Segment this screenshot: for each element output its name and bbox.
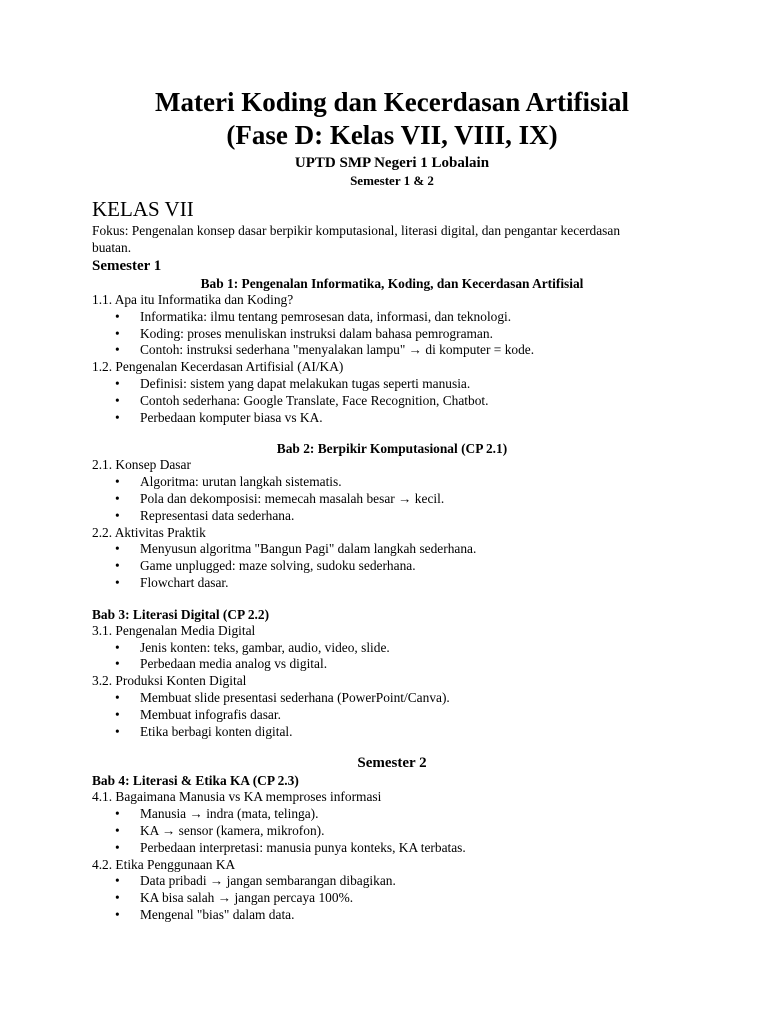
kelas-heading: KELAS VII	[92, 197, 194, 221]
bab3-section2-list	[92, 690, 692, 740]
list-item: • Contoh: instruksi sederhana "menyalakan lampu" → di komputer = kode.	[92, 342, 692, 359]
list-item: • Membuat infografis dasar.	[92, 707, 692, 724]
list-item: • Algoritma: urutan langkah sistematis.	[92, 474, 692, 491]
list-item: • Informatika: ilmu tentang pemrosesan data, informasi, dan teknologi.	[92, 309, 692, 326]
list-item: • Game unplugged: maze solving, sudoku sederhana.	[92, 558, 692, 575]
bab2-section2-heading: 2.2. Aktivitas Praktik	[92, 524, 206, 540]
bab1-section1-heading: 1.1. Apa itu Informatika dan Koding?	[92, 292, 294, 307]
list-item: • Mengenal "bias" dalam data.	[92, 907, 692, 924]
bab1-section1-list	[92, 309, 692, 359]
list-item: • Representasi data sederhana.	[92, 508, 692, 525]
bab4-section2-heading: 4.2. Etika Penggunaan KA	[92, 856, 236, 872]
bab2-section1-heading: 2.1. Konsep Dasar	[92, 457, 191, 473]
bab3-section1-heading: 3.1. Pengenalan Media Digital	[92, 622, 256, 638]
list-item: • Perbedaan interpretasi: manusia punya konteks, KA terbatas.	[92, 840, 692, 857]
list-item: • Flowchart dasar.	[92, 575, 692, 592]
bab2-section1-list	[92, 474, 692, 524]
list-item: • Perbedaan media analog vs digital.	[92, 656, 692, 673]
list-item: • Menyusun algoritma "Bangun Pagi" dalam langkah sederhana.	[92, 541, 692, 558]
fokus-text: Fokus: Pengenalan konsep dasar berpikir komputasional, literasi digital, dan pengantar kecerdasan buatan.	[92, 223, 621, 255]
list-item: • KA bisa salah → jangan percaya 100%.	[92, 890, 692, 907]
list-item: • Jenis konten: teks, gambar, audio, video, slide.	[92, 640, 692, 657]
bab4-section1-list	[92, 806, 692, 856]
semester1-heading: Semester 1	[92, 258, 162, 274]
document-title-line1: Materi Koding dan Kecerdasan Artifisial	[155, 87, 629, 117]
bab2-section2-list	[92, 541, 692, 591]
bab3-section1-list	[92, 640, 692, 674]
list-item: • Definisi: sistem yang dapat melakukan tugas seperti manusia.	[92, 376, 692, 393]
list-item: • Data pribadi → jangan sembarangan dibagikan.	[92, 873, 692, 890]
bab1-section2-heading: 1.2. Pengenalan Kecerdasan Artifisial (AI/KA)	[92, 359, 344, 375]
bab3-section2-heading: 3.2. Produksi Konten Digital	[92, 673, 247, 689]
list-item: • KA → sensor (kamera, mikrofon).	[92, 823, 692, 840]
bab2-title: Bab 2: Berpikir Komputasional (CP 2.1)	[276, 441, 508, 457]
list-item: • Perbedaan komputer biasa vs KA.	[92, 410, 692, 427]
bab3-title: Bab 3: Literasi Digital (CP 2.2)	[92, 606, 270, 622]
list-item: • Etika berbagi konten digital.	[92, 724, 692, 741]
school-name: UPTD SMP Negeri 1 Lobalain	[294, 155, 490, 171]
semester2-heading: Semester 2	[357, 755, 427, 772]
list-item: • Membuat slide presentasi sederhana (PowerPoint/Canva).	[92, 690, 692, 707]
semester-range: Semester 1 & 2	[350, 173, 434, 188]
bab1-section2-list	[92, 376, 692, 426]
bab1-title: Bab 1: Pengenalan Informatika, Koding, dan Kecerdasan Artifisial	[200, 276, 584, 291]
bab4-section1-heading: 4.1. Bagaimana Manusia vs KA memproses informasi	[92, 789, 382, 805]
bab4-section2-list	[92, 873, 692, 923]
list-item: • Manusia → indra (mata, telinga).	[92, 806, 692, 823]
list-item: • Pola dan dekomposisi: memecah masalah besar → kecil.	[92, 491, 692, 508]
list-item: • Koding: proses menuliskan instruksi dalam bahasa pemrograman.	[92, 326, 692, 343]
document-page	[92, 86, 692, 924]
bab4-title: Bab 4: Literasi & Etika KA (CP 2.3)	[92, 773, 299, 789]
document-title-line2: (Fase D: Kelas VII, VIII, IX)	[226, 120, 558, 150]
list-item: • Contoh sederhana: Google Translate, Face Recognition, Chatbot.	[92, 393, 692, 410]
